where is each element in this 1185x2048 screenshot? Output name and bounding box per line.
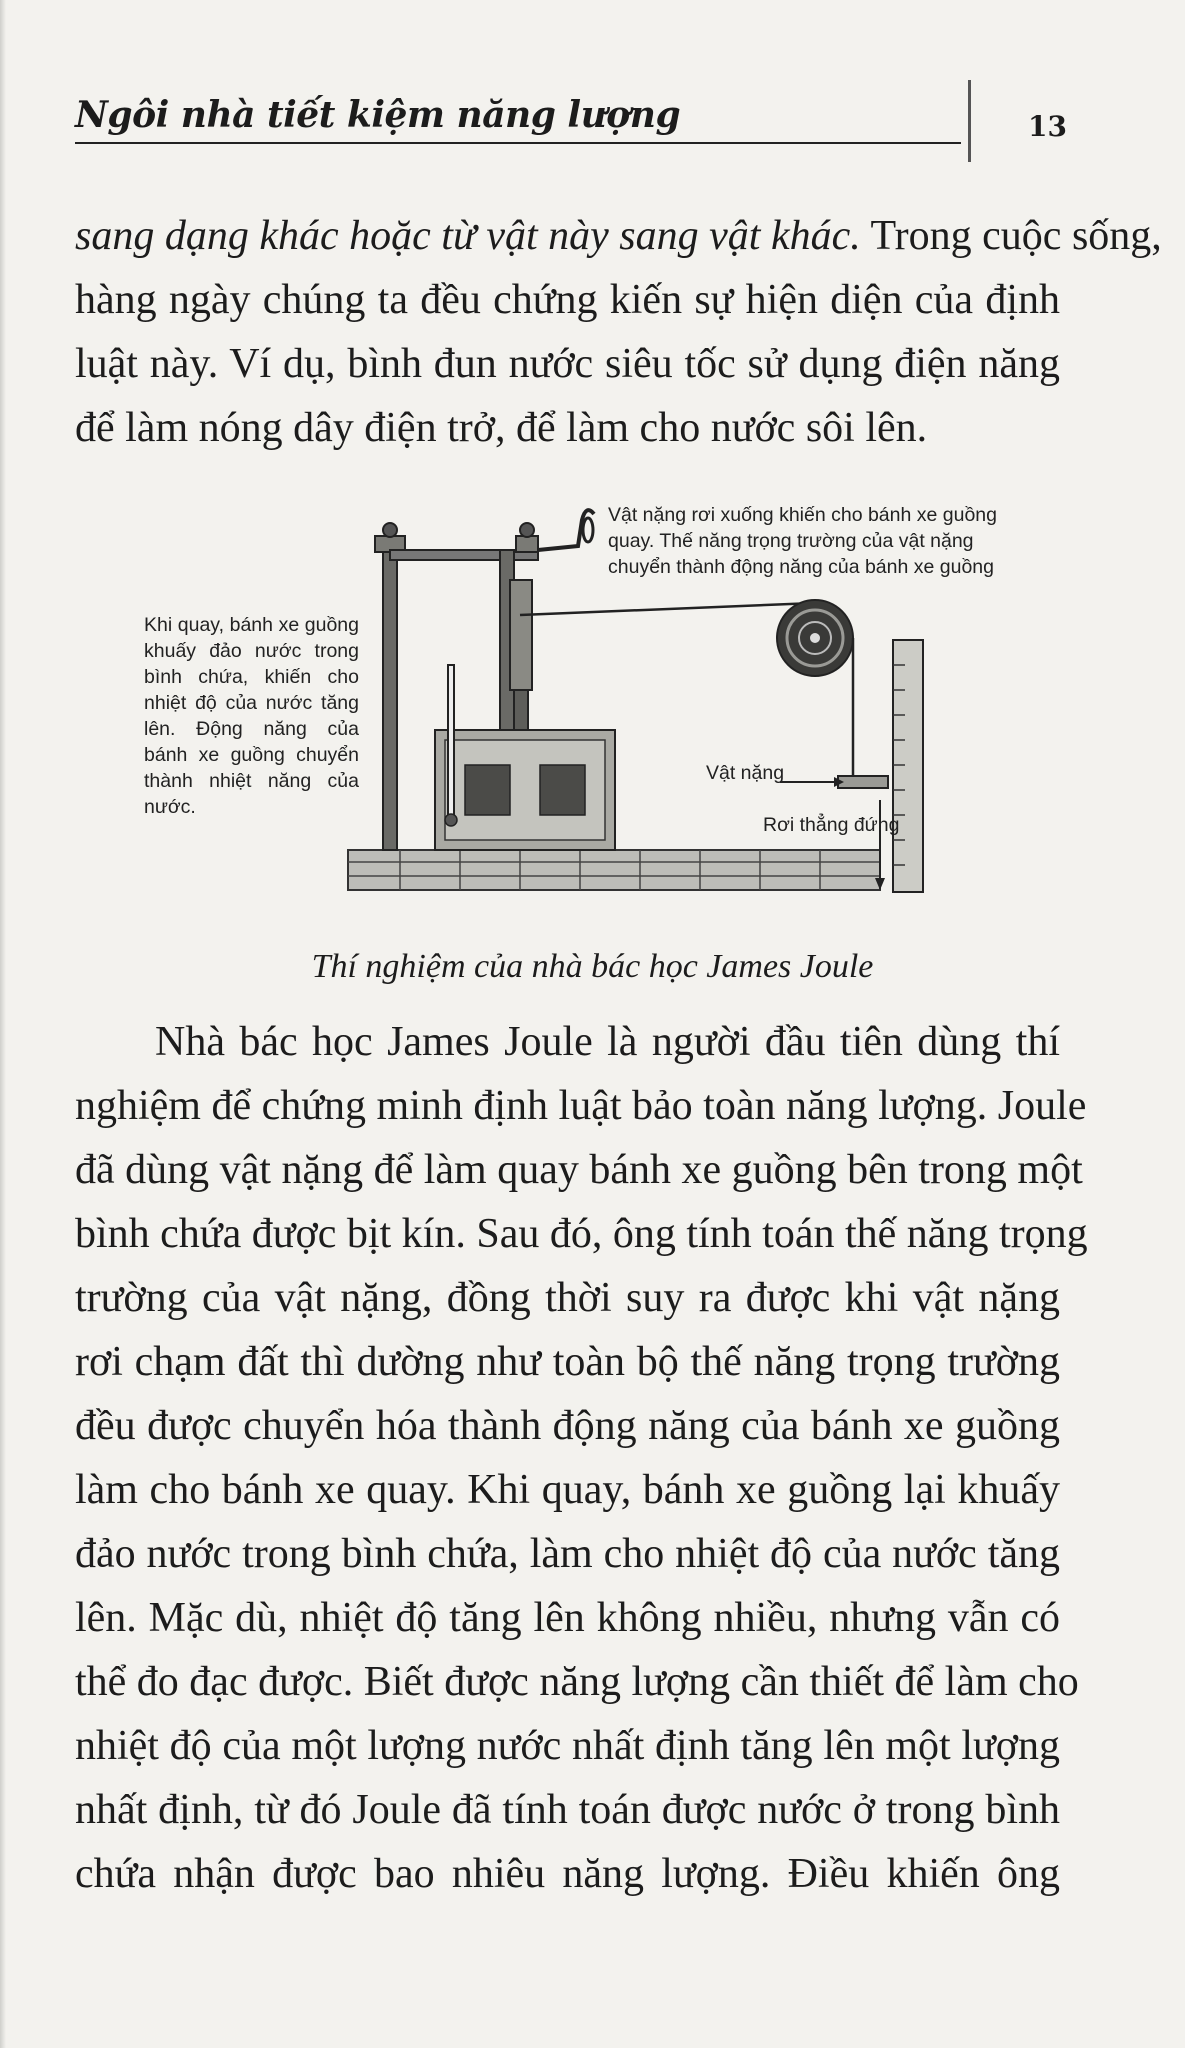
paragraph-line: trường của vật nặng, đồng thời suy ra được khi vật nặng <box>75 1275 1060 1321</box>
paragraph-line: làm cho bánh xe quay. Khi quay, bánh xe guồng lại khuấy <box>75 1467 1060 1513</box>
figure-caption: Thí nghiệm của nhà bác học James Joule <box>311 948 874 985</box>
header-separator <box>968 80 971 162</box>
paragraph-line: hàng ngày chúng ta đều chứng kiến sự hiện diện của định <box>75 277 1060 323</box>
running-header <box>75 86 975 146</box>
paragraph-line: Nhà bác học James Joule là người đầu tiên dùng thí <box>155 1019 1060 1065</box>
paragraph-line: nhiệt độ của một lượng nước nhất định tăng lên một lượng <box>75 1723 1060 1769</box>
joule-experiment-figure <box>0 490 1185 920</box>
paragraph-line: chứa nhận được bao nhiêu năng lượng. Điều khiến ông <box>75 1851 1060 1897</box>
paragraph-line: bình chứa được bịt kín. Sau đó, ông tính toán thế năng trọng <box>75 1211 1088 1257</box>
header-rule <box>75 142 961 144</box>
book-title: Ngôi nhà tiết kiệm năng lượng <box>75 94 681 136</box>
paragraph-line: nhất định, từ đó Joule đã tính toán được nước ở trong bình <box>75 1787 1060 1833</box>
annotation-vessel: Khi quay, bánh xe guồng khuấy đảo nước trong bình chứa, khiến cho nhiệt độ của nước tăng lên. Động năng của bánh xe guồng chuyển thành nhiệt năng của nước. <box>144 614 359 818</box>
page-edge <box>0 0 6 2048</box>
paragraph-line: để làm nóng dây điện trở, để làm cho nước sôi lên. <box>75 405 928 451</box>
annotation-pulley: Vật nặng rơi xuống khiến cho bánh xe guồng quay. Thế năng trọng trường của vật nặng chuyển thành động năng của bánh xe guồng <box>608 504 997 578</box>
paragraph-line <box>75 204 1162 268</box>
paragraph-1 <box>75 204 1162 460</box>
paragraph-line: lên. Mặc dù, nhiệt độ tăng lên không nhiều, nhưng vẫn có <box>75 1595 1060 1641</box>
page-number: 13 <box>1028 110 1067 143</box>
paragraph-line: đã dùng vật nặng để làm quay bánh xe guồng bên trong một <box>75 1147 1083 1193</box>
label-weight: Vật nặng <box>706 762 785 784</box>
paragraph-2 <box>75 1010 1088 1906</box>
italic-phrase: sang dạng khác hoặc từ vật này sang vật khác. <box>75 213 861 259</box>
paragraph-line: đều được chuyển hóa thành động năng của bánh xe guồng <box>75 1403 1060 1449</box>
paragraph-line: rơi chạm đất thì dường như toàn bộ thế năng trọng trường <box>75 1339 1060 1385</box>
label-vertical-fall: Rơi thẳng đứng <box>763 814 900 836</box>
paragraph-line: thể đo đạc được. Biết được năng lượng cần thiết để làm cho <box>75 1659 1079 1705</box>
line-text: Trong cuộc sống, <box>860 213 1162 259</box>
paragraph-line: đảo nước trong bình chứa, làm cho nhiệt độ của nước tăng <box>75 1531 1060 1577</box>
paragraph-line: luật này. Ví dụ, bình đun nước siêu tốc sử dụng điện năng <box>75 341 1060 387</box>
paragraph-line: nghiệm để chứng minh định luật bảo toàn năng lượng. Joule <box>75 1083 1087 1129</box>
